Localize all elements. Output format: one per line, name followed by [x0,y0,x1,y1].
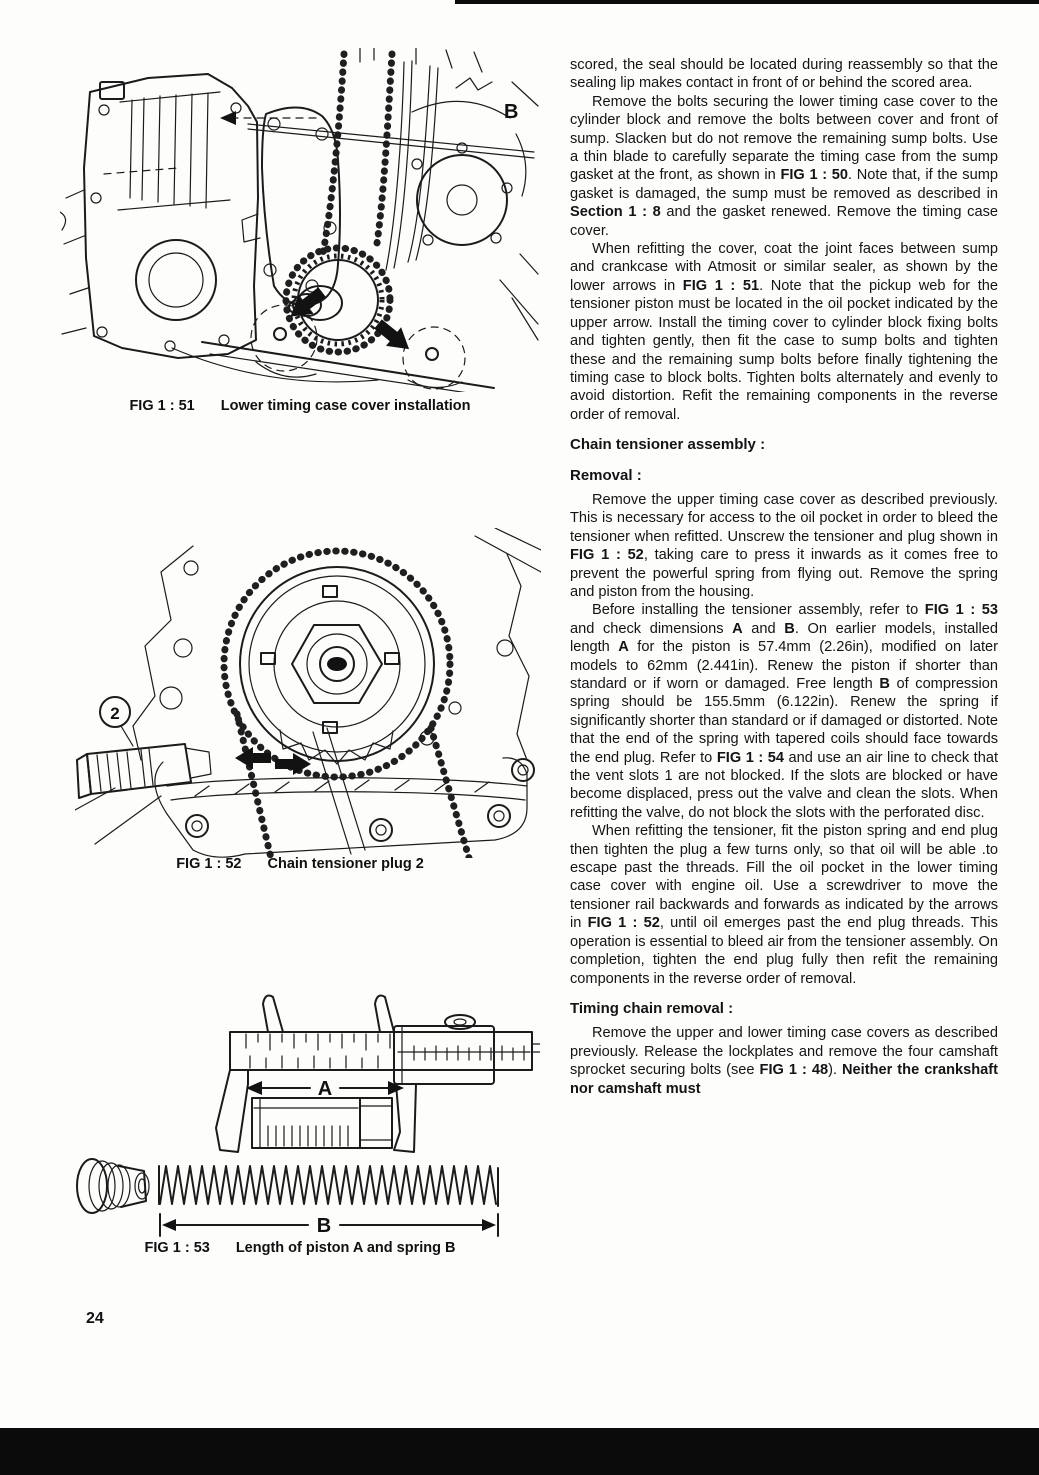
fig153-caption-label: FIG 1 : 53 [144,1240,210,1256]
fig152-caption-label: FIG 1 : 52 [176,856,242,872]
article-column [570,56,998,1098]
body-paragraph: scored, the seal should be located during reassembly so that the sealing lip makes contact in front of or behind the scored area. [570,57,998,92]
figure-chain-tensioner [75,528,541,858]
fig152-label-2: 2 [110,704,120,723]
section-heading: Removal : [570,466,642,484]
figure-lower-timing-case-cover [60,48,540,392]
fig152-caption [60,856,540,872]
fig151-caption-label: FIG 1 : 51 [129,398,195,414]
body-paragraph: Remove the upper and lower timing case covers as described previously. Release the lockplates and remove the four camshaft sprocket securing bolts (see FIG 1 : 48). Neither the crankshaft nor camshaft must [570,1025,998,1097]
fig151-label-b: B [504,101,519,123]
fig151-caption [60,398,540,414]
section-heading: Chain tensioner assembly : [570,436,766,454]
body-paragraph: When refitting the tensioner, fit the piston spring and end plug then tighten the plug a few turns only, so that oil will be able .to escape past the threads. Fill the oil pocket in the lower timing case cover with engine oil. Use a screwdriver to move the tensioner rail backwards and forwards as indicated by the arrows in FIG 1 : 52, until oil emerges past the end plug threads. This operation is essential to bleed air from the tensioner assembly. On completion, tighten the end plug fully then refit the remaining components in the reverse order of removal. [570,823,998,987]
figure-piston-spring-measurement [62,980,540,1238]
top-edge-bar [455,0,1039,4]
fig153-caption-text: Length of piston A and spring B [235,1240,456,1256]
bottom-edge-bar [0,1428,1039,1475]
fig151-caption-text: Lower timing case cover installation [220,398,471,414]
body-paragraph: When refitting the cover, coat the joint faces between sump and crankcase with Atmosit or similar sealer, as shown by the lower arrows in FIG 1 : 51. Note that the pickup web for the tensioner piston must be located in the oil pocket indicated by the upper arrow. Install the timing cover to cylinder block fixing bolts and tighten gently, then fit the case to sump bolts and tighten these and the remaining sump bolts before finally tightening the timing case to block bolts. Tighten bolts alternately and evenly to avoid distortion. Refit the remaining components in the reverse order of removal. [570,241,998,423]
body-paragraph: Remove the upper timing case cover as described previously. This is necessary for access to the oil pocket in order to bleed the tensioner when refitted. Unscrew the tensioner and plug shown in FIG 1 : 52, taking care to press it inwards as it comes free to prevent the powerful spring from flying out. Remove the spring and piston from the housing. [570,491,998,600]
body-paragraph: Before installing the tensioner assembly, refer to FIG 1 : 53 and check dimensions A and B. On earlier models, installed length A for the piston is 57.4mm (2.26in), modified on later models to 62mm (2.441in). Renew the piston if shorter than standard or if worn or damaged. Free length B of compression spring should be 155.5mm (6.122in). Renew the spring if significantly shorter than standard or if damaged or distorted. Note that the end of the spring with tapered coils should face towards the end plug. Refer to FIG 1 : 54 and use an air line to check that the vent slots 1 are not blocked. If the slots are blocked or have become displaced, press out the valve and clean the slots. When refitting the valve, do not block the slots with the perforated disc. [570,602,999,821]
fig153-label-a: A [317,1078,333,1100]
callout-2 [100,697,133,746]
fig153-label-b: B [316,1215,332,1237]
dimension-a [246,1078,404,1100]
section-heading: Timing chain removal : [570,999,734,1017]
fig152-caption-text: Chain tensioner plug 2 [267,856,424,872]
fig153-caption [60,1240,540,1256]
dimension-b [160,1214,498,1237]
body-paragraph: Remove the bolts securing the lower timing case cover to the cylinder block and remove the bolts between cover and front of sump. Slacken but do not remove the remaining sump bolts. Use a thin blade to carefully separate the timing case from the sump gasket at the front, as shown in FIG 1 : 50. Note that, if the sump gasket is damaged, the sump must be removed as described in Section 1 : 8 and the gasket renewed. Remove the timing case cover. [570,93,998,239]
page-number: 24 [86,1310,104,1327]
